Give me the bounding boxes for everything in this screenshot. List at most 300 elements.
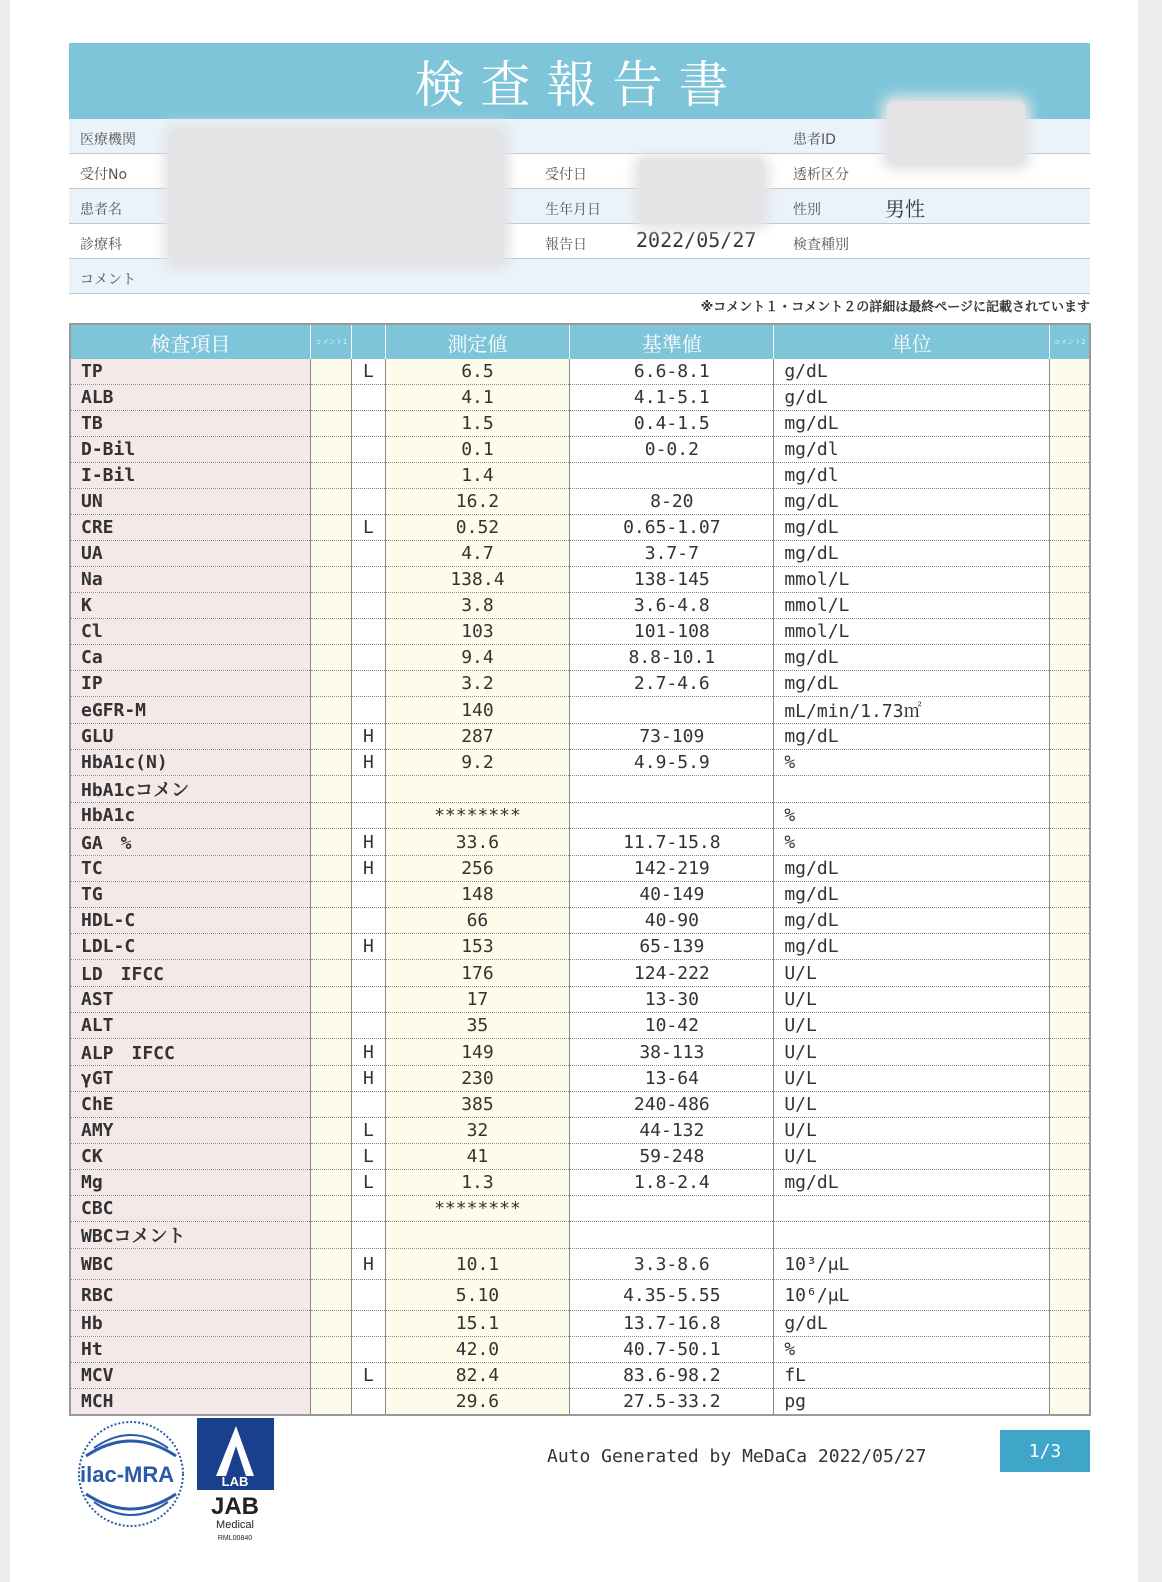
table-row xyxy=(70,489,1090,515)
comment1-cell xyxy=(310,724,351,750)
table-row xyxy=(70,987,1090,1013)
comment1-cell xyxy=(310,1222,351,1249)
ilac-mra-logo xyxy=(79,1422,183,1526)
test-item-cell: RBC xyxy=(70,1280,310,1311)
flag-cell xyxy=(352,1337,385,1363)
redacted-area-middle xyxy=(639,159,764,224)
reference-range-cell: 0.4-1.5 xyxy=(570,411,774,437)
measured-value-cell: 3.2 xyxy=(385,671,570,697)
unit-cell: % xyxy=(774,1337,1050,1363)
measured-value-cell: 0.52 xyxy=(385,515,570,541)
test-type-label: 検査種別 xyxy=(793,237,849,253)
reference-range-cell: 4.1-5.1 xyxy=(570,385,774,411)
unit-cell: 10⁶/μL xyxy=(774,1280,1050,1311)
comment1-cell xyxy=(310,489,351,515)
comment2-cell xyxy=(1050,1311,1090,1337)
comment1-cell xyxy=(310,567,351,593)
reference-range-cell xyxy=(570,463,774,489)
flag-cell xyxy=(352,987,385,1013)
comment1-cell xyxy=(310,437,351,463)
redacted-area-id xyxy=(887,101,1025,165)
test-item-cell: Ca xyxy=(70,645,310,671)
comment1-cell xyxy=(310,960,351,987)
jab-text: JAB xyxy=(210,1493,260,1520)
table-row xyxy=(70,1013,1090,1039)
ilac-text: ilac-MRA xyxy=(80,1462,175,1487)
test-item-cell: HbA1c xyxy=(70,803,310,829)
table-row xyxy=(70,829,1090,856)
unit-cell: mg/dL xyxy=(774,908,1050,934)
measured-value-cell: 256 xyxy=(385,856,570,882)
comment2-cell xyxy=(1050,619,1090,645)
table-row xyxy=(70,724,1090,750)
unit-cell: mg/dL xyxy=(774,934,1050,960)
flag-cell xyxy=(352,671,385,697)
reference-range-cell xyxy=(570,1196,774,1222)
header-unit: 単位 xyxy=(774,324,1050,359)
comment1-cell xyxy=(310,1337,351,1363)
unit-cell: mg/dl xyxy=(774,437,1050,463)
measured-value-cell: 3.8 xyxy=(385,593,570,619)
test-item-cell: WBCコメント xyxy=(70,1222,310,1249)
comment2-cell xyxy=(1050,1118,1090,1144)
measured-value-cell: 153 xyxy=(385,934,570,960)
table-row xyxy=(70,411,1090,437)
comment1-cell xyxy=(310,1066,351,1092)
measured-value-cell: 230 xyxy=(385,1066,570,1092)
patient-name-label: 患者名 xyxy=(80,202,122,218)
flag-cell xyxy=(352,645,385,671)
reference-range-cell: 27.5-33.2 xyxy=(570,1389,774,1416)
reference-range-cell: 0-0.2 xyxy=(570,437,774,463)
measured-value-cell: 176 xyxy=(385,960,570,987)
flag-cell: L xyxy=(352,1170,385,1196)
table-header-row xyxy=(70,324,1090,359)
reference-range-cell: 10-42 xyxy=(570,1013,774,1039)
header-measured: 測定値 xyxy=(385,324,570,359)
test-item-cell: eGFR-M xyxy=(70,697,310,724)
comment2-cell xyxy=(1050,1280,1090,1311)
test-item-cell: Na xyxy=(70,567,310,593)
unit-cell: mg/dl xyxy=(774,463,1050,489)
measured-value-cell: 0.1 xyxy=(385,437,570,463)
reference-range-cell xyxy=(570,776,774,803)
reference-range-cell: 1.8-2.4 xyxy=(570,1170,774,1196)
flag-cell: L xyxy=(352,515,385,541)
report-date-value: 2022/05/27 xyxy=(636,228,757,252)
table-row xyxy=(70,385,1090,411)
flag-cell xyxy=(352,385,385,411)
comment2-cell xyxy=(1050,1066,1090,1092)
measured-value-cell: 140 xyxy=(385,697,570,724)
comment2-cell xyxy=(1050,567,1090,593)
comment2-cell xyxy=(1050,411,1090,437)
comment2-cell xyxy=(1050,934,1090,960)
flag-cell xyxy=(352,567,385,593)
flag-cell xyxy=(352,776,385,803)
table-row xyxy=(70,1222,1090,1249)
comment1-cell xyxy=(310,1311,351,1337)
test-item-cell: HbA1cコメン xyxy=(70,776,310,803)
measured-value-cell: 5.10 xyxy=(385,1280,570,1311)
comment1-cell xyxy=(310,1363,351,1389)
table-row xyxy=(70,1280,1090,1311)
table-row xyxy=(70,1337,1090,1363)
sex-label: 性別 xyxy=(793,202,821,218)
comment2-cell xyxy=(1050,1144,1090,1170)
comment1-cell xyxy=(310,1196,351,1222)
test-item-cell: GLU xyxy=(70,724,310,750)
comment1-cell xyxy=(310,359,351,385)
reference-range-cell: 3.6-4.8 xyxy=(570,593,774,619)
jab-lab-text: LAB xyxy=(221,1474,249,1489)
flag-cell xyxy=(352,1196,385,1222)
comment1-cell xyxy=(310,671,351,697)
comment1-cell xyxy=(310,803,351,829)
reference-range-cell: 38-113 xyxy=(570,1039,774,1066)
comment2-cell xyxy=(1050,776,1090,803)
test-item-cell: TG xyxy=(70,882,310,908)
reception-no-label: 受付No xyxy=(80,167,128,183)
flag-cell xyxy=(352,619,385,645)
table-row xyxy=(70,960,1090,987)
comment1-cell xyxy=(310,1389,351,1416)
table-row xyxy=(70,908,1090,934)
flag-cell: L xyxy=(352,359,385,385)
test-item-cell: CK xyxy=(70,1144,310,1170)
reference-range-cell xyxy=(570,1222,774,1249)
table-row xyxy=(70,619,1090,645)
unit-cell: mg/dL xyxy=(774,645,1050,671)
reference-range-cell: 40-149 xyxy=(570,882,774,908)
institution-label: 医療機関 xyxy=(80,132,136,148)
measured-value-cell xyxy=(385,1222,570,1249)
table-row xyxy=(70,776,1090,803)
test-item-cell: Hb xyxy=(70,1311,310,1337)
measured-value-cell xyxy=(385,776,570,803)
table-row xyxy=(70,1170,1090,1196)
measured-value-cell: 17 xyxy=(385,987,570,1013)
table-row xyxy=(70,1196,1090,1222)
comment2-cell xyxy=(1050,803,1090,829)
table-row xyxy=(70,541,1090,567)
comment2-cell xyxy=(1050,515,1090,541)
results-body xyxy=(70,359,1090,1415)
flag-cell xyxy=(352,882,385,908)
table-row xyxy=(70,750,1090,776)
measured-value-cell: 385 xyxy=(385,1092,570,1118)
flag-cell xyxy=(352,803,385,829)
header-reference: 基準値 xyxy=(570,324,774,359)
test-item-cell: D-Bil xyxy=(70,437,310,463)
comment2-cell xyxy=(1050,1039,1090,1066)
unit-cell: mg/dL xyxy=(774,1170,1050,1196)
measured-value-cell: 6.5 xyxy=(385,359,570,385)
measured-value-cell: 287 xyxy=(385,724,570,750)
test-item-cell: MCV xyxy=(70,1363,310,1389)
comment1-cell xyxy=(310,1249,351,1280)
table-row xyxy=(70,1092,1090,1118)
reference-range-cell: 6.6-8.1 xyxy=(570,359,774,385)
table-row xyxy=(70,1118,1090,1144)
flag-cell xyxy=(352,437,385,463)
measured-value-cell: 103 xyxy=(385,619,570,645)
dialysis-label: 透析区分 xyxy=(793,167,849,183)
flag-cell: H xyxy=(352,1066,385,1092)
unit-cell: mmol/L xyxy=(774,593,1050,619)
unit-cell: mg/dL xyxy=(774,411,1050,437)
test-item-cell: IP xyxy=(70,671,310,697)
table-row xyxy=(70,697,1090,724)
unit-cell xyxy=(774,776,1050,803)
table-row xyxy=(70,463,1090,489)
comment1-cell xyxy=(310,1280,351,1311)
accreditation-logos xyxy=(76,1416,286,1546)
table-row xyxy=(70,515,1090,541)
table-row xyxy=(70,1363,1090,1389)
flag-cell: H xyxy=(352,750,385,776)
comment2-cell xyxy=(1050,437,1090,463)
comment2-cell xyxy=(1050,750,1090,776)
comment2-cell xyxy=(1050,1363,1090,1389)
unit-cell: U/L xyxy=(774,1013,1050,1039)
test-item-cell: TB xyxy=(70,411,310,437)
measured-value-cell: 9.2 xyxy=(385,750,570,776)
measured-value-cell: 9.4 xyxy=(385,645,570,671)
reference-range-cell: 101-108 xyxy=(570,619,774,645)
table-row xyxy=(70,803,1090,829)
measured-value-cell: 1.4 xyxy=(385,463,570,489)
test-item-cell: CRE xyxy=(70,515,310,541)
comment2-cell xyxy=(1050,1196,1090,1222)
test-item-cell: CBC xyxy=(70,1196,310,1222)
comment2-cell xyxy=(1050,385,1090,411)
reference-range-cell: 11.7-15.8 xyxy=(570,829,774,856)
measured-value-cell: 138.4 xyxy=(385,567,570,593)
measured-value-cell: 35 xyxy=(385,1013,570,1039)
reference-range-cell: 8-20 xyxy=(570,489,774,515)
measured-value-cell: 10.1 xyxy=(385,1249,570,1280)
measured-value-cell: 32 xyxy=(385,1118,570,1144)
unit-cell: pg xyxy=(774,1389,1050,1416)
patient-id-label: 患者ID xyxy=(793,132,836,148)
flag-cell: H xyxy=(352,1249,385,1280)
flag-cell: H xyxy=(352,829,385,856)
test-item-cell: Cl xyxy=(70,619,310,645)
comment1-cell xyxy=(310,776,351,803)
jab-logo xyxy=(197,1418,274,1542)
comment2-cell xyxy=(1050,1222,1090,1249)
flag-cell: H xyxy=(352,724,385,750)
generated-by-text: Auto Generated by MeDaCa 2022/05/27 xyxy=(547,1446,927,1467)
redacted-area-left xyxy=(169,129,504,265)
unit-cell: U/L xyxy=(774,960,1050,987)
reference-range-cell: 40.7-50.1 xyxy=(570,1337,774,1363)
comment2-cell xyxy=(1050,1170,1090,1196)
reference-range-cell: 3.3-8.6 xyxy=(570,1249,774,1280)
comment2-cell xyxy=(1050,1389,1090,1416)
results-table xyxy=(69,323,1091,1416)
test-item-cell: ALP IFCC xyxy=(70,1039,310,1066)
table-row xyxy=(70,645,1090,671)
comment1-cell xyxy=(310,856,351,882)
reception-date-label: 受付日 xyxy=(545,167,587,183)
page-number-badge: 1/3 xyxy=(1000,1430,1090,1472)
comment2-cell xyxy=(1050,541,1090,567)
reference-range-cell: 2.7-4.6 xyxy=(570,671,774,697)
comment1-cell xyxy=(310,515,351,541)
reference-range-cell: 240-486 xyxy=(570,1092,774,1118)
test-item-cell: AMY xyxy=(70,1118,310,1144)
flag-cell: H xyxy=(352,1039,385,1066)
reference-range-cell: 4.9-5.9 xyxy=(570,750,774,776)
unit-cell: mg/dL xyxy=(774,882,1050,908)
measured-value-cell: 33.6 xyxy=(385,829,570,856)
flag-cell xyxy=(352,1311,385,1337)
measured-value-cell: 4.1 xyxy=(385,385,570,411)
comment2-cell xyxy=(1050,960,1090,987)
comment1-cell xyxy=(310,1170,351,1196)
test-item-cell: K xyxy=(70,593,310,619)
table-row xyxy=(70,882,1090,908)
table-row xyxy=(70,593,1090,619)
header-flag xyxy=(352,324,385,359)
patient-info-block xyxy=(69,119,1090,294)
flag-cell xyxy=(352,593,385,619)
comment1-cell xyxy=(310,463,351,489)
unit-cell: U/L xyxy=(774,1118,1050,1144)
comment1-cell xyxy=(310,1013,351,1039)
comment1-cell xyxy=(310,645,351,671)
reference-range-cell xyxy=(570,697,774,724)
table-row xyxy=(70,1311,1090,1337)
unit-cell: mg/dL xyxy=(774,671,1050,697)
comment1-cell xyxy=(310,1039,351,1066)
comment1-cell xyxy=(310,385,351,411)
report-title: 検査報告書 xyxy=(69,43,1090,119)
flag-cell: H xyxy=(352,934,385,960)
unit-cell: g/dL xyxy=(774,1311,1050,1337)
test-item-cell: I-Bil xyxy=(70,463,310,489)
test-item-cell: HbA1c(N) xyxy=(70,750,310,776)
flag-cell xyxy=(352,1092,385,1118)
table-row xyxy=(70,671,1090,697)
table-row xyxy=(70,934,1090,960)
flag-cell xyxy=(352,463,385,489)
unit-cell xyxy=(774,1222,1050,1249)
comment1-cell xyxy=(310,934,351,960)
reference-range-cell: 124-222 xyxy=(570,960,774,987)
unit-cell: U/L xyxy=(774,1039,1050,1066)
reference-range-cell: 40-90 xyxy=(570,908,774,934)
comment1-cell xyxy=(310,1144,351,1170)
unit-cell: mmol/L xyxy=(774,619,1050,645)
flag-cell xyxy=(352,541,385,567)
unit-cell: 10³/μL xyxy=(774,1249,1050,1280)
flag-cell xyxy=(352,960,385,987)
comment1-cell xyxy=(310,829,351,856)
test-item-cell: AST xyxy=(70,987,310,1013)
flag-cell xyxy=(352,1222,385,1249)
unit-cell: U/L xyxy=(774,1092,1050,1118)
measured-value-cell: 82.4 xyxy=(385,1363,570,1389)
report-date-label: 報告日 xyxy=(545,237,587,253)
test-item-cell: MCH xyxy=(70,1389,310,1416)
comment1-cell xyxy=(310,882,351,908)
reference-range-cell: 138-145 xyxy=(570,567,774,593)
comment2-cell xyxy=(1050,1013,1090,1039)
table-row xyxy=(70,437,1090,463)
flag-cell xyxy=(352,1013,385,1039)
reference-range-cell xyxy=(570,803,774,829)
reference-range-cell: 44-132 xyxy=(570,1118,774,1144)
unit-cell: mg/dL xyxy=(774,724,1050,750)
department-label: 診療科 xyxy=(80,237,122,253)
unit-cell: mg/dL xyxy=(774,541,1050,567)
header-item: 検査項目 xyxy=(70,324,310,359)
unit-cell: mg/dL xyxy=(774,515,1050,541)
comment1-cell xyxy=(310,541,351,567)
flag-cell xyxy=(352,411,385,437)
test-item-cell: HDL-C xyxy=(70,908,310,934)
table-row xyxy=(70,856,1090,882)
measured-value-cell: 4.7 xyxy=(385,541,570,567)
comment2-cell xyxy=(1050,829,1090,856)
reference-range-cell: 83.6-98.2 xyxy=(570,1363,774,1389)
report-page xyxy=(10,0,1138,1582)
comment2-cell xyxy=(1050,987,1090,1013)
flag-cell: L xyxy=(352,1144,385,1170)
test-item-cell: Ht xyxy=(70,1337,310,1363)
test-item-cell: GA % xyxy=(70,829,310,856)
test-item-cell: LD IFCC xyxy=(70,960,310,987)
table-row xyxy=(70,1144,1090,1170)
table-row xyxy=(70,567,1090,593)
comment-note: ※コメント１・コメント２の詳細は最終ページに記載されています xyxy=(700,300,1090,315)
reference-range-cell: 73-109 xyxy=(570,724,774,750)
table-row xyxy=(70,1249,1090,1280)
unit-cell: U/L xyxy=(774,987,1050,1013)
test-item-cell: Mg xyxy=(70,1170,310,1196)
jab-medical-text: Medical xyxy=(216,1519,254,1531)
comment2-cell xyxy=(1050,671,1090,697)
comment2-cell xyxy=(1050,1337,1090,1363)
comment1-cell xyxy=(310,750,351,776)
comment1-cell xyxy=(310,593,351,619)
unit-cell: mmol/L xyxy=(774,567,1050,593)
comment2-cell xyxy=(1050,593,1090,619)
reference-range-cell: 142-219 xyxy=(570,856,774,882)
measured-value-cell: 149 xyxy=(385,1039,570,1066)
reference-range-cell: 8.8-10.1 xyxy=(570,645,774,671)
measured-value-cell: ******** xyxy=(385,803,570,829)
comment2-cell xyxy=(1050,1092,1090,1118)
comment1-cell xyxy=(310,697,351,724)
measured-value-cell: 16.2 xyxy=(385,489,570,515)
unit-cell: % xyxy=(774,803,1050,829)
table-row xyxy=(70,359,1090,385)
measured-value-cell: ******** xyxy=(385,1196,570,1222)
comment1-cell xyxy=(310,619,351,645)
measured-value-cell: 15.1 xyxy=(385,1311,570,1337)
comment2-cell xyxy=(1050,489,1090,515)
measured-value-cell: 42.0 xyxy=(385,1337,570,1363)
comment2-cell xyxy=(1050,882,1090,908)
measured-value-cell: 148 xyxy=(385,882,570,908)
test-item-cell: γGT xyxy=(70,1066,310,1092)
flag-cell xyxy=(352,908,385,934)
test-item-cell: TP xyxy=(70,359,310,385)
